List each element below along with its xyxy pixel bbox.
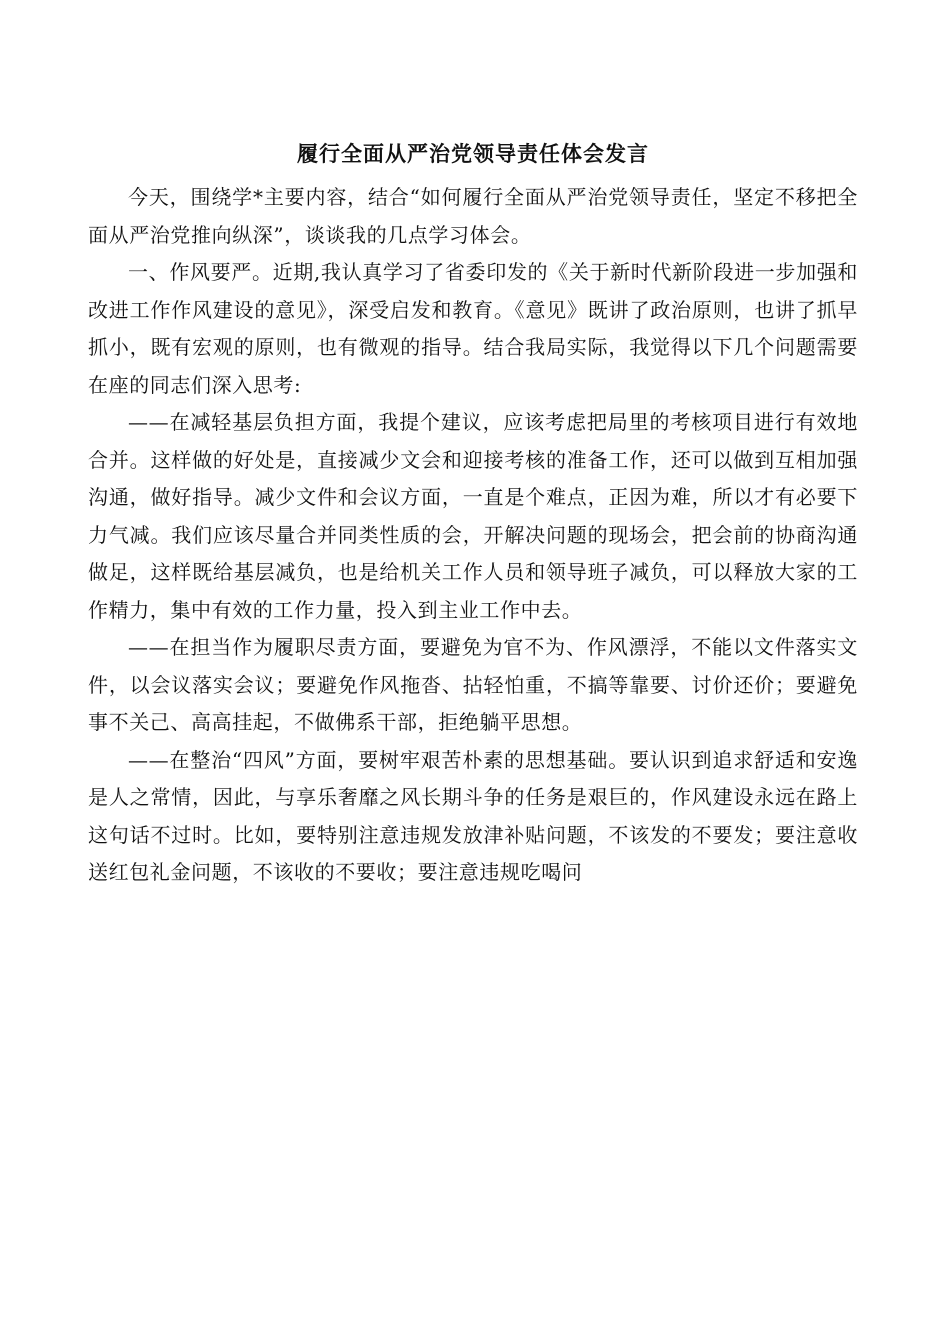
paragraph-four-styles: ——在整治“四风”方面，要树牢艰苦朴素的思想基础。要认识到追求舒适和安逸是人之常情，因此，与享乐奢靡之风长期斗争的任务是艰巨的，作风建设永远在路上这句话不过时。比如，要特别注意违规发放津补贴问题，不该发的不要发；要注意收送红包礼金问题，不该收的不要收；要注意违规吃喝问 (88, 747, 858, 884)
paragraph-reduce-burden: ——在减轻基层负担方面，我提个建议，应该考虑把局里的考核项目进行有效地合并。这样做的好处是，直接减少文会和迎接考核的准备工作，还可以做到互相加强沟通，做好指导。减少文件和会议方面，一直是个难点，正因为难，所以才有必要下力气减。我们应该尽量合并同类性质的会，开解决问题的现场会，把会前的协商沟通做足，这样既给基层减负，也是给机关工作人员和领导班子减负，可以释放大家的工作精力，集中有效的工作力量，投入到主业工作中去。 (88, 410, 858, 622)
paragraph-intro: 今天，围绕学*主要内容，结合“如何履行全面从严治党领导责任，坚定不移把全面从严治党推向纵深”，谈谈我的几点学习体会。 (88, 185, 858, 247)
document-body (88, 136, 858, 892)
paragraph-section-one: 一、作风要严。近期,我认真学习了省委印发的《关于新时代新阶段进一步加强和改进工作作风建设的意见》，深受启发和教育。《意见》既讲了政治原则，也讲了抓早抓小，既有宏观的原则，也有微观的指导。结合我局实际，我觉得以下几个问题需要在座的同志们深入思考: (88, 260, 858, 397)
document-title: 履行全面从严治党领导责任体会发言 (297, 141, 649, 166)
paragraph-responsibility: ——在担当作为履职尽责方面，要避免为官不为、作风漂浮，不能以文件落实文件，以会议落实会议；要避免作风拖沓、拈轻怕重，不搞等靠要、讨价还价；要避免事不关己、高高挂起，不做佛系干部，拒绝躺平思想。 (88, 635, 858, 734)
